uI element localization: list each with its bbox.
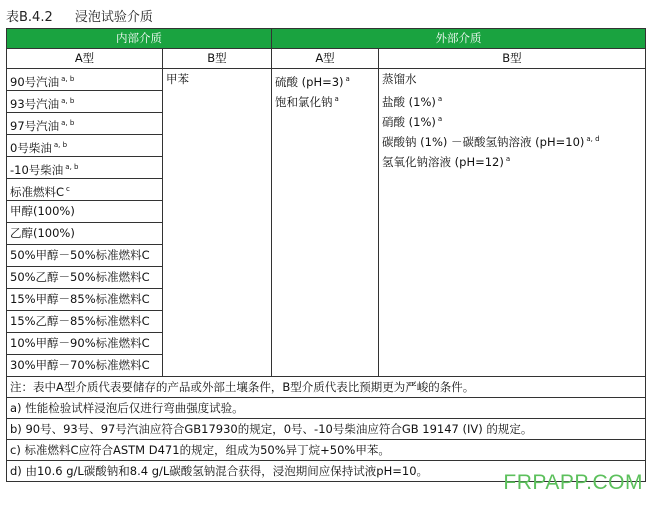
medium-name: 10%甲醇－90%标准燃料C xyxy=(10,336,150,350)
internal-a-medium xyxy=(7,91,162,113)
external-type-b-header: B型 xyxy=(379,49,646,69)
internal-type-b-header: B型 xyxy=(163,49,272,69)
footnote-ref: a xyxy=(345,75,350,83)
medium-name: 标准燃料C xyxy=(10,184,65,199)
medium-name: 蒸馏水 xyxy=(382,72,417,86)
internal-a-medium xyxy=(7,355,162,376)
footnote-ref: a xyxy=(334,95,339,103)
immersion-media-table xyxy=(6,28,646,482)
footnote-ref: c xyxy=(66,185,70,193)
internal-a-medium xyxy=(7,179,162,201)
internal-a-medium xyxy=(7,245,162,267)
watermark: FRPAPP.COM xyxy=(503,471,643,494)
group-header-row xyxy=(7,29,646,49)
external-type-b-cell xyxy=(379,69,646,377)
footnote-ref: a, b xyxy=(61,97,75,105)
internal-a-medium xyxy=(7,289,162,311)
medium-name: 15%乙醇－85%标准燃料C xyxy=(10,314,150,328)
internal-b-medium xyxy=(166,69,268,89)
medium-name: -10号柴油 xyxy=(10,162,64,177)
external-b-medium xyxy=(382,129,642,149)
medium-name: 碳酸钠 (1%) －碳酸氢钠溶液 (pH=10) xyxy=(382,134,585,149)
internal-type-a-cell xyxy=(7,69,163,377)
internal-a-medium xyxy=(7,113,162,135)
internal-a-medium xyxy=(7,69,162,91)
external-type-a-header: A型 xyxy=(272,49,379,69)
note-d: d) 由10.6 g/L碳酸钠和8.4 g/L碳酸氢钠混合获得，浸泡期间应保持试液pH=10。 xyxy=(7,461,646,482)
footnote-ref: a, d xyxy=(586,135,600,143)
medium-name: 氢氧化钠溶液 (pH=12) xyxy=(382,154,504,169)
media-content-row xyxy=(7,69,646,377)
note-a: a) 性能检验试样浸泡后仅进行弯曲强度试验。 xyxy=(7,398,646,419)
external-type-a-cell xyxy=(272,69,379,377)
footnote-ref: a xyxy=(437,95,443,103)
external-media-header: 外部介质 xyxy=(272,29,646,49)
medium-name: 90号汽油 xyxy=(10,74,60,89)
footnote-ref: a xyxy=(505,155,511,163)
note-general: 注：表中A型介质代表要储存的产品或外部土壤条件，B型介质代表比预期更为严峻的条件。 xyxy=(7,377,646,398)
medium-name: 硫酸 (pH=3) xyxy=(275,74,344,89)
medium-name: 30%甲醇－70%标准燃料C xyxy=(10,358,150,372)
note-b: b) 90号、93号、97号汽油应符合GB17930的规定，0号、-10号柴油应符合GB 19147 (IV) 的规定。 xyxy=(7,419,646,440)
medium-name: 饱和氯化钠 xyxy=(275,94,333,109)
medium-name: 0号柴油 xyxy=(10,140,52,155)
note-c: c) 标准燃料C应符合ASTM D471的规定，组成为50%异丁烷+50%甲苯。 xyxy=(7,440,646,461)
internal-a-medium xyxy=(7,267,162,289)
medium-name: 乙醇(100%) xyxy=(10,226,75,240)
table-caption xyxy=(6,6,171,25)
internal-type-a-header: A型 xyxy=(7,49,163,69)
internal-type-b-cell xyxy=(163,69,272,377)
internal-media-header: 内部介质 xyxy=(7,29,272,49)
internal-a-medium xyxy=(7,223,162,245)
medium-name: 97号汽油 xyxy=(10,118,60,133)
external-b-medium xyxy=(382,89,642,109)
footnote-ref: a, b xyxy=(65,163,79,171)
medium-name: 甲醇(100%) xyxy=(10,204,75,218)
medium-name: 15%甲醇－85%标准燃料C xyxy=(10,292,150,306)
medium-name: 50%乙醇－50%标准燃料C xyxy=(10,270,150,284)
medium-name: 93号汽油 xyxy=(10,96,60,111)
footnote-ref: a, b xyxy=(61,119,75,127)
footnote-ref: a, b xyxy=(61,75,75,83)
type-header-row xyxy=(7,49,646,69)
medium-name: 甲苯 xyxy=(166,72,189,86)
external-b-medium xyxy=(382,69,642,89)
internal-a-medium xyxy=(7,333,162,355)
table-number: 表B.4.2 xyxy=(6,10,53,25)
external-b-medium xyxy=(382,109,642,129)
footnote-ref: a, b xyxy=(53,141,68,149)
external-a-medium xyxy=(275,69,375,89)
internal-a-medium xyxy=(7,311,162,333)
external-a-medium xyxy=(275,89,375,109)
footnote-ref: a xyxy=(437,115,443,123)
medium-name: 50%甲醇－50%标准燃料C xyxy=(10,248,150,262)
external-b-medium xyxy=(382,149,642,169)
medium-name: 盐酸 (1%) xyxy=(382,94,436,109)
table-title: 浸泡试验介质 xyxy=(74,10,153,25)
medium-name: 硝酸 (1%) xyxy=(382,114,436,129)
internal-a-medium xyxy=(7,157,162,179)
internal-a-medium xyxy=(7,201,162,223)
internal-a-medium xyxy=(7,135,162,157)
